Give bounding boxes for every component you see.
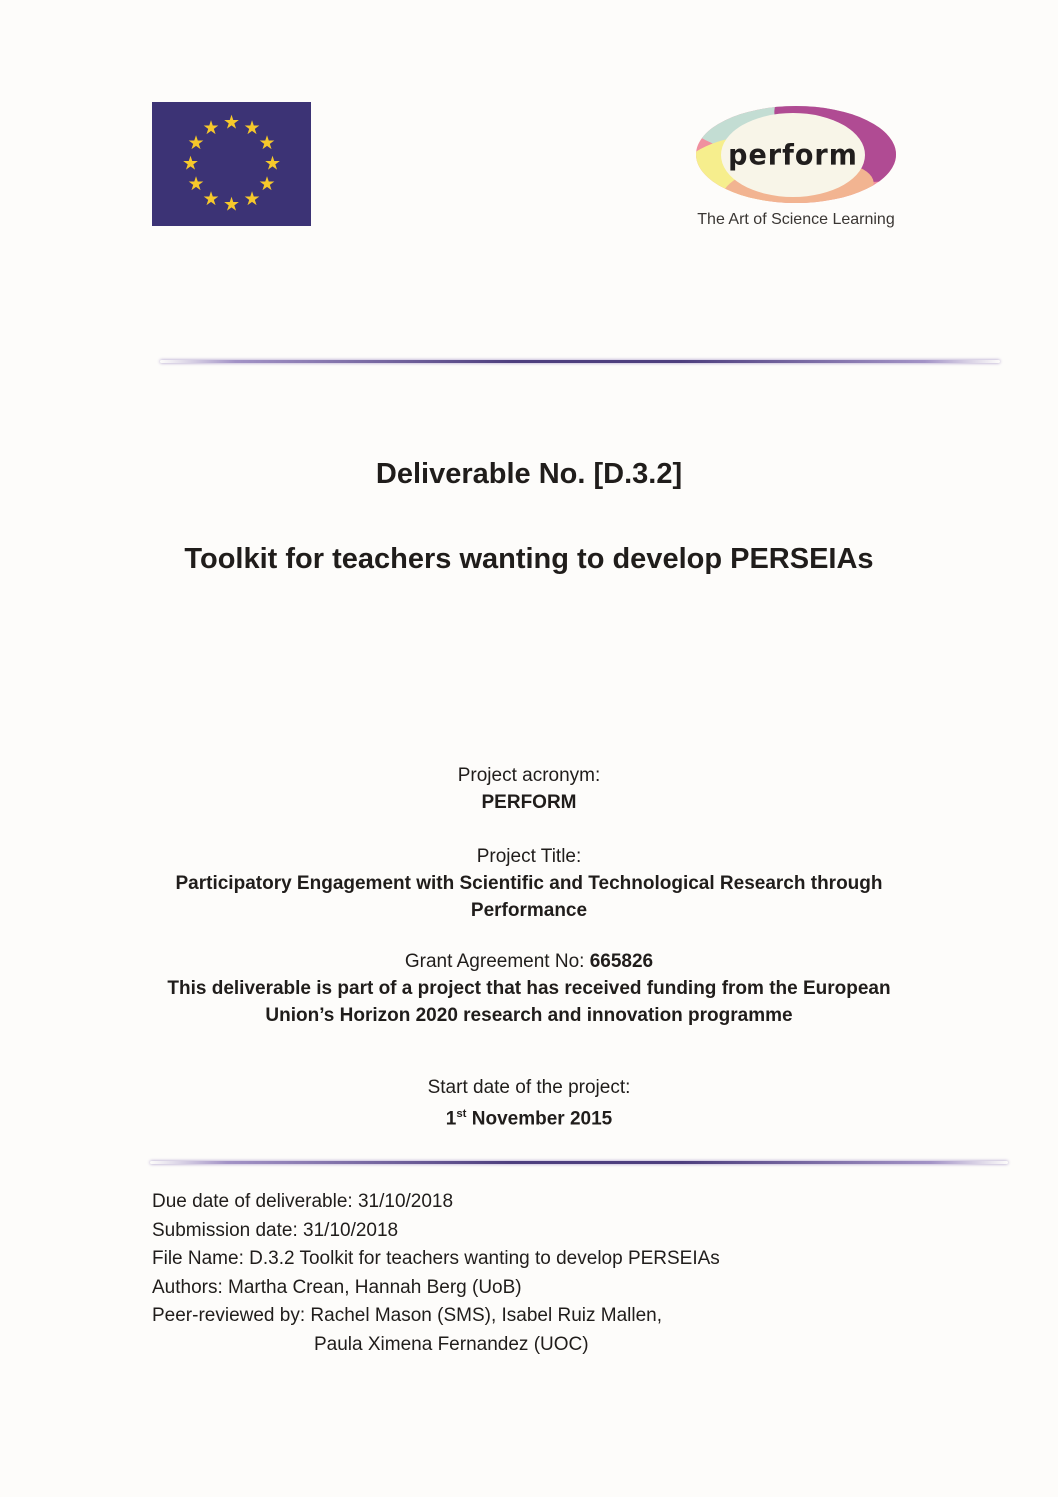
document-details-block [152,1188,720,1359]
eu-star-icon: ★ [187,174,205,195]
eu-star-icon: ★ [202,189,220,211]
eu-star-icon: ★ [222,194,241,216]
divider-bottom [150,1161,1008,1164]
eu-star-icon: ★ [243,117,261,139]
detail-peer-reviewed-1: Peer-reviewed by: Rachel Mason (SMS), Isabel Ruiz Mallen, [152,1305,663,1326]
perform-wordmark: perform [728,138,858,172]
start-date-day: 1 [445,1108,457,1130]
grant-agreement-line [0,948,1058,975]
grant-agreement-number: 665826 [589,951,654,972]
start-date-rest: November 2015 [466,1108,613,1130]
eu-star-icon: ★ [258,174,276,195]
project-title-line-1: Participatory Engagement with Scientific and Technological Research through [175,873,883,894]
project-acronym-value: PERFORM [481,792,577,813]
eu-star-icon: ★ [263,153,282,175]
eu-star-icon: ★ [202,117,220,139]
divider-top [160,360,1000,363]
eu-flag-stars [152,102,311,226]
eu-star-icon: ★ [222,112,241,134]
funding-note-line-1: This deliverable is part of a project that has received funding from the European [167,978,891,999]
document-title: Toolkit for teachers wanting to develop PERSEIAs [184,543,874,575]
eu-star-icon: ★ [187,133,205,154]
grant-agreement-label: Grant Agreement No: [404,951,590,972]
funding-note-line-2: Union’s Horizon 2020 research and innovation programme [265,1005,793,1026]
project-title-line-2: Performance [470,900,588,921]
grant-agreement-block [0,948,1058,1029]
start-date-value [0,1101,1058,1132]
eu-star-icon: ★ [181,153,200,175]
project-acronym-block [0,762,1058,816]
detail-peer-reviewed-2: Paula Ximena Fernandez (UOC) [314,1333,589,1355]
eu-flag [152,102,311,226]
perform-logo [690,106,902,229]
eu-star-icon: ★ [243,189,261,211]
start-date-ordinal: st [456,1108,467,1120]
perform-tagline: The Art of Science Learning [697,211,895,228]
eu-star-icon: ★ [258,133,276,154]
detail-file-name: File Name: D.3.2 Toolkit for teachers wanting to develop PERSEIAs [152,1248,720,1269]
deliverable-number-title: Deliverable No. [D.3.2] [375,458,683,490]
logo-center-ellipse [721,113,865,197]
project-title-label: Project Title: [476,846,582,867]
project-title-block [0,843,1058,924]
perform-logo-oval [696,106,896,203]
detail-submission-date: Submission date: 31/10/2018 [152,1219,399,1241]
start-date-block [0,1074,1058,1132]
detail-due-date: Due date of deliverable: 31/10/2018 [152,1191,454,1212]
start-date-label: Start date of the project: [427,1077,631,1098]
detail-authors: Authors: Martha Crean, Hannah Berg (UoB) [152,1276,522,1298]
project-acronym-label: Project acronym: [457,765,601,786]
